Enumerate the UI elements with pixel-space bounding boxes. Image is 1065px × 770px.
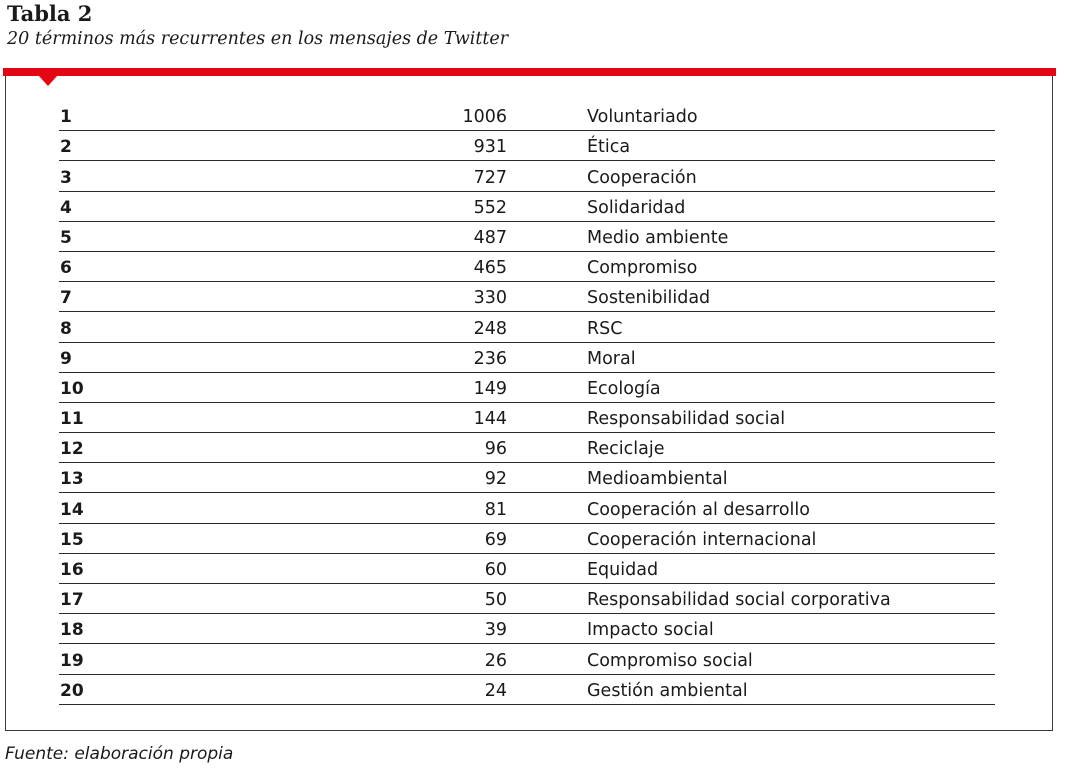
table-row bbox=[59, 161, 995, 191]
table-row bbox=[59, 373, 995, 403]
term-cell: Impacto social bbox=[587, 620, 714, 641]
term-cell: Responsabilidad social corporativa bbox=[587, 590, 891, 611]
rank-cell: 10 bbox=[60, 378, 84, 399]
count-cell: 552 bbox=[473, 197, 507, 218]
rank-cell: 2 bbox=[60, 137, 72, 158]
term-cell: Voluntariado bbox=[587, 107, 698, 128]
count-cell: 248 bbox=[473, 318, 507, 339]
count-cell: 144 bbox=[473, 409, 507, 430]
count-cell: 24 bbox=[484, 680, 507, 701]
table-row bbox=[59, 584, 995, 614]
term-cell: Cooperación bbox=[587, 167, 697, 188]
term-cell: Cooperación al desarrollo bbox=[587, 499, 810, 520]
rank-cell: 7 bbox=[60, 288, 72, 309]
table-row bbox=[59, 131, 995, 161]
rank-cell: 15 bbox=[60, 529, 84, 550]
table-row bbox=[59, 252, 995, 282]
term-cell: Sostenibilidad bbox=[587, 288, 711, 309]
rank-cell: 11 bbox=[60, 409, 84, 430]
table-row bbox=[59, 312, 995, 342]
accent-triangle bbox=[38, 75, 58, 86]
table-title: Tabla 2 bbox=[7, 1, 93, 26]
count-cell: 465 bbox=[473, 258, 507, 279]
table-row bbox=[59, 403, 995, 433]
count-cell: 39 bbox=[484, 620, 507, 641]
rank-cell: 8 bbox=[60, 318, 72, 339]
term-cell: Medio ambiente bbox=[587, 227, 729, 248]
count-cell: 1006 bbox=[462, 107, 507, 128]
count-cell: 81 bbox=[484, 499, 507, 520]
count-cell: 931 bbox=[473, 137, 507, 158]
rank-cell: 12 bbox=[60, 439, 84, 460]
rank-cell: 6 bbox=[60, 258, 72, 279]
table-row bbox=[59, 554, 995, 584]
table-row bbox=[59, 192, 995, 222]
rank-cell: 5 bbox=[60, 227, 72, 248]
term-cell: Reciclaje bbox=[587, 439, 665, 460]
rank-cell: 20 bbox=[60, 680, 84, 701]
table-row bbox=[59, 463, 995, 493]
term-cell: Moral bbox=[587, 348, 636, 369]
rank-cell: 9 bbox=[60, 348, 72, 369]
count-cell: 50 bbox=[484, 590, 507, 611]
table-row bbox=[59, 282, 995, 312]
table-row bbox=[59, 614, 995, 644]
term-cell: Responsabilidad social bbox=[587, 409, 786, 430]
table-row bbox=[59, 343, 995, 373]
term-cell: Cooperación internacional bbox=[587, 529, 817, 550]
term-cell: RSC bbox=[587, 318, 623, 339]
count-cell: 60 bbox=[484, 560, 507, 580]
table-row bbox=[59, 524, 995, 554]
count-cell: 92 bbox=[484, 469, 507, 490]
rank-cell: 17 bbox=[60, 590, 84, 611]
table-row bbox=[59, 433, 995, 463]
rank-cell: 19 bbox=[60, 650, 84, 671]
count-cell: 26 bbox=[484, 650, 507, 671]
table-row bbox=[59, 101, 995, 131]
table-row bbox=[59, 493, 995, 523]
term-cell: Compromiso bbox=[587, 258, 698, 279]
table-row bbox=[59, 675, 995, 705]
count-cell: 69 bbox=[484, 529, 507, 550]
terms-table bbox=[59, 101, 995, 705]
count-cell: 96 bbox=[484, 439, 507, 460]
accent-bar bbox=[3, 68, 1056, 76]
count-cell: 236 bbox=[473, 348, 507, 369]
count-cell: 149 bbox=[473, 378, 507, 399]
term-cell: Gestión ambiental bbox=[587, 680, 748, 701]
count-cell: 487 bbox=[473, 227, 507, 248]
table-row bbox=[59, 222, 995, 252]
table-row bbox=[59, 644, 995, 674]
term-cell: Solidaridad bbox=[587, 197, 686, 218]
term-cell: Equidad bbox=[587, 560, 659, 580]
term-cell: Compromiso social bbox=[587, 650, 753, 671]
table-subtitle: 20 términos más recurrentes en los mensajes de Twitter bbox=[7, 29, 509, 49]
count-cell: 727 bbox=[473, 167, 507, 188]
rank-cell: 14 bbox=[60, 499, 84, 520]
rank-cell: 16 bbox=[60, 560, 84, 580]
term-cell: Medioambiental bbox=[587, 469, 728, 490]
rank-cell: 4 bbox=[60, 197, 72, 218]
rank-cell: 3 bbox=[60, 167, 72, 188]
rank-cell: 1 bbox=[60, 107, 72, 128]
term-cell: Ética bbox=[587, 137, 631, 158]
source-note: Fuente: elaboración propia bbox=[5, 744, 234, 764]
rank-cell: 13 bbox=[60, 469, 84, 490]
count-cell: 330 bbox=[473, 288, 507, 309]
term-cell: Ecología bbox=[587, 378, 661, 399]
rank-cell: 18 bbox=[60, 620, 84, 641]
